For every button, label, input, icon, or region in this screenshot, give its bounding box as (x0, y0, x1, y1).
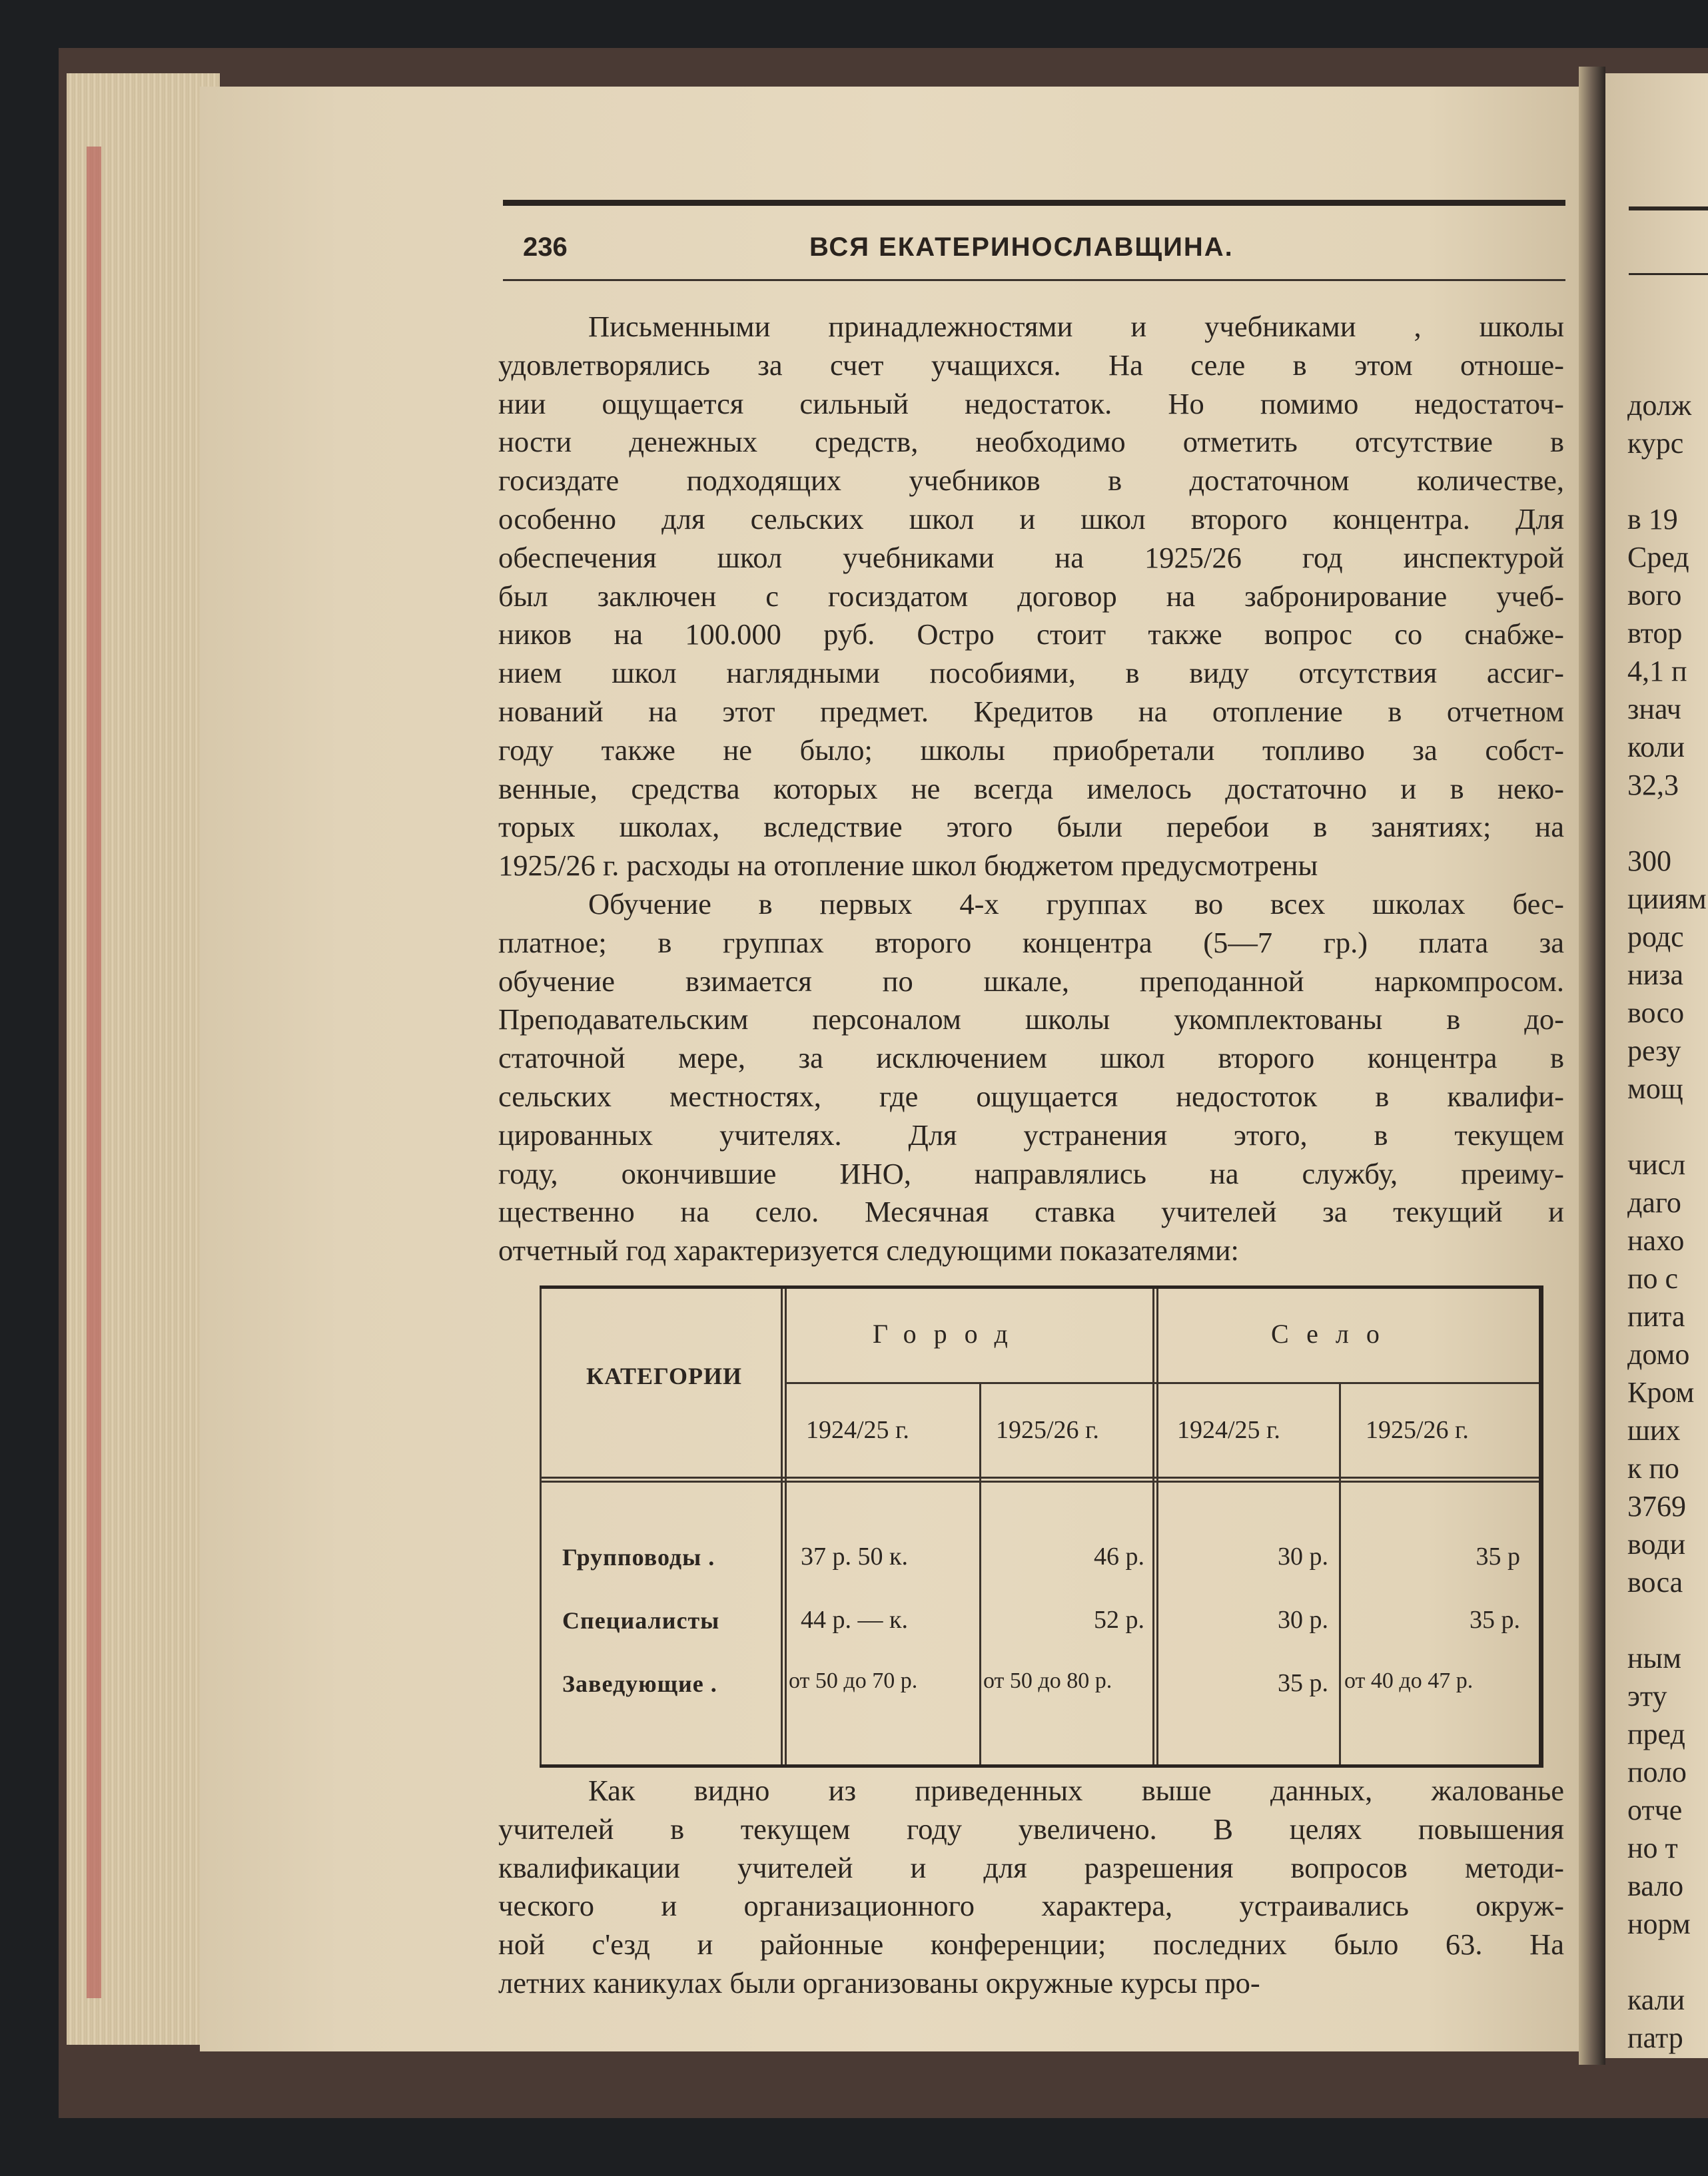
right-page-fragment: курс (1627, 427, 1684, 460)
right-page-fragment: эту (1627, 1680, 1667, 1712)
right-page-fragment: низа (1627, 958, 1684, 991)
right-page-fragment: 300 (1627, 845, 1671, 877)
right-page (1602, 73, 1708, 2058)
para3-line: ческого и организационного характера, устраивались окруж- (498, 1889, 1564, 1923)
para1-line: нований на этот предмет. Кредитов на отопление в отчетном (498, 694, 1564, 728)
para2-line: цированных учителях. Для устранения этого, в текущем (498, 1118, 1564, 1152)
para2-line: отчетный год характеризуется следующими показателями: (498, 1234, 1239, 1268)
right-page-fragment: ших (1627, 1414, 1681, 1447)
book-gutter (1579, 67, 1605, 2065)
right-page-fragment: норм (1627, 1908, 1691, 1940)
right-page-fragment: кали (1627, 1984, 1685, 2016)
para2-line: статочной мере, за исключением школ второго концентра в (498, 1041, 1564, 1075)
para3-line: ной с'езд и районные конференции; последних было 63. На (498, 1928, 1564, 1962)
cell-group-leaders-city-1925: 46 р. (1094, 1543, 1144, 1571)
cell-group-leaders-village-1925: 35 р (1476, 1543, 1520, 1571)
right-page-fragment: но т (1627, 1832, 1678, 1864)
right-page-fragment: Кром (1627, 1376, 1695, 1409)
right-page-fragment: домо (1627, 1338, 1690, 1371)
para1-line: Письменными принадлежностями и учебниками , школы (588, 310, 1564, 343)
row-label-heads: Заведующие . (562, 1670, 717, 1697)
year-header-village-1924: 1924/25 г. (1177, 1416, 1280, 1444)
village-header: Село (1271, 1319, 1397, 1349)
red-page-edge (87, 147, 101, 1998)
right-page-fragment: вало (1627, 1870, 1684, 1902)
para1-line: особенно для сельских школ и школ второго концентра. Для (498, 502, 1564, 536)
right-page-fragment: восо (1627, 996, 1685, 1029)
para1-line: торых школах, вследствие этого были перебои в занятиях; на (498, 810, 1564, 844)
para1-line: удовлетворялись за счет учащихся. На селе в этом отноше- (498, 348, 1564, 382)
right-page-fragment: 3769 (1627, 1490, 1686, 1523)
para2-line: Преподавательским персоналом школы укомплектованы в до- (498, 1002, 1564, 1036)
category-header: КАТЕГОРИИ (586, 1363, 742, 1389)
table-divider-city-years (979, 1382, 981, 1764)
cell-heads-city-1924: от 50 до 70 р. (789, 1668, 918, 1693)
right-page-fragment: даго (1627, 1186, 1681, 1219)
para1-line: ности денежных средств, необходимо отметить отсутствие в (498, 425, 1564, 459)
cell-specialists-village-1924: 30 р. (1278, 1606, 1328, 1634)
row-label-specialists: Специалисты (562, 1607, 720, 1634)
para3-line: Как видно из приведенных выше данных, жалованье (588, 1774, 1564, 1807)
table-divider-village-years (1339, 1382, 1341, 1764)
salary-table (540, 1285, 1543, 1768)
page-number: 236 (523, 232, 568, 262)
cell-specialists-city-1924: 44 р. — к. (801, 1606, 908, 1634)
para1-line: госиздате подходящих учебников в достаточном количестве, (498, 464, 1564, 498)
right-page-fragment: по с (1627, 1262, 1679, 1295)
para3-line: учителей в текущем году увеличено. В целях повышения (498, 1812, 1564, 1846)
right-page-header-rule (1629, 206, 1708, 210)
right-page-fragment: цииям (1627, 883, 1707, 915)
para3-line: летних каникулах были организованы окружные курсы про- (498, 1966, 1260, 1999)
cell-specialists-village-1925: 35 р. (1470, 1606, 1520, 1634)
cell-heads-village-1924: 35 р. (1278, 1669, 1328, 1697)
page-header (503, 200, 1565, 281)
cell-specialists-city-1925: 52 р. (1094, 1606, 1144, 1634)
right-page-fragment: пред (1627, 1718, 1685, 1750)
right-page-fragment: долж (1627, 389, 1692, 422)
right-page-fragment: мощ (1627, 1072, 1683, 1105)
para2-line: сельских местностях, где ощущается недостоток в квалифи- (498, 1079, 1564, 1113)
para1-line: обеспечения школ учебниками на 1925/26 год инспектурой (498, 540, 1564, 574)
right-page-fragment: ным (1627, 1642, 1681, 1674)
para2-line: году, окончившие ИНО, направлялись на службу, преиму- (498, 1156, 1564, 1190)
cell-group-leaders-city-1924: 37 р. 50 к. (801, 1543, 908, 1571)
para1-line: ников на 100.000 руб. Остро стоит также вопрос со снабже- (498, 617, 1564, 651)
paragraph-school-supplies (498, 308, 1564, 885)
para1-line: был заключен с госиздатом договор на забронирование учеб- (498, 579, 1564, 613)
para1-line: 1925/26 г. расходы на отопление школ бюджетом предусмотрены (498, 849, 1318, 883)
row-label-group-leaders: Групповоды . (562, 1544, 715, 1571)
right-page-fragment: втор (1627, 617, 1683, 649)
para1-line: венные, средства которых не всегда имелось достаточно и в неко- (498, 771, 1564, 805)
right-page-fragment: 4,1 п (1627, 655, 1687, 687)
right-page-fragment: в 19 (1627, 503, 1678, 536)
right-page-fragment: води (1627, 1528, 1686, 1561)
cell-heads-city-1925: от 50 до 80 р. (983, 1668, 1112, 1693)
table-subheader-rule (786, 1382, 1539, 1384)
right-page-fragment: числ (1627, 1148, 1686, 1181)
table-header-rule (540, 1477, 1539, 1483)
right-page-fragment: патр (1627, 2021, 1683, 2054)
right-page-fragment: коли (1627, 731, 1685, 763)
year-header-village-1925: 1925/26 г. (1366, 1416, 1469, 1444)
right-page-fragment: воса (1627, 1566, 1683, 1599)
year-header-city-1924: 1924/25 г. (806, 1416, 909, 1444)
para1-line: нии ощущается сильный недостаток. Но помимо недостаточ- (498, 386, 1564, 420)
right-page-fragment: пита (1627, 1300, 1685, 1333)
para2-line: платное; в группах второго концентра (5—7 гр.) плата за (498, 925, 1564, 959)
city-header: Город (873, 1319, 1025, 1349)
right-page-header-underline (1629, 273, 1708, 275)
right-page-fragment: резу (1627, 1034, 1681, 1067)
running-title: ВСЯ ЕКАТЕРИНОСЛАВЩИНА. (809, 232, 1234, 262)
year-header-city-1925: 1925/26 г. (996, 1416, 1099, 1444)
table-divider-category (781, 1289, 787, 1764)
right-page-fragment: родс (1627, 920, 1684, 953)
para2-line: щественно на село. Месячная ставка учителей за текущий и (498, 1195, 1564, 1229)
table-left-border (540, 1289, 542, 1764)
table-divider-city-village (1152, 1289, 1158, 1764)
para2-line: Обучение в первых 4-х группах во всех школах бес- (588, 887, 1564, 920)
para2-line: обучение взимается по шкале, преподанной наркомпросом. (498, 964, 1564, 998)
paragraph-teaching-staff (498, 885, 1564, 1270)
right-page-fragment: Сред (1627, 541, 1689, 573)
para1-line: году также не было; школы приобретали топливо за собст- (498, 733, 1564, 767)
para3-line: квалификации учителей и для разрешения вопросов методи- (498, 1850, 1564, 1884)
right-page-fragment: 32,3 (1627, 769, 1679, 801)
right-page-fragment: знач (1627, 693, 1681, 725)
cell-heads-village-1925: от 40 до 47 р. (1344, 1668, 1474, 1693)
right-page-fragment: к по (1627, 1452, 1679, 1485)
para1-line: нием школ наглядными пособиями, в виду отсутствия ассиг- (498, 656, 1564, 690)
right-page-fragment: нахо (1627, 1224, 1685, 1257)
cell-group-leaders-village-1924: 30 р. (1278, 1543, 1328, 1571)
paragraph-salary-increase (498, 1772, 1564, 2003)
right-page-fragment: отче (1627, 1794, 1683, 1826)
right-page-fragment: вого (1627, 579, 1682, 611)
right-page-fragment: поло (1627, 1756, 1687, 1788)
